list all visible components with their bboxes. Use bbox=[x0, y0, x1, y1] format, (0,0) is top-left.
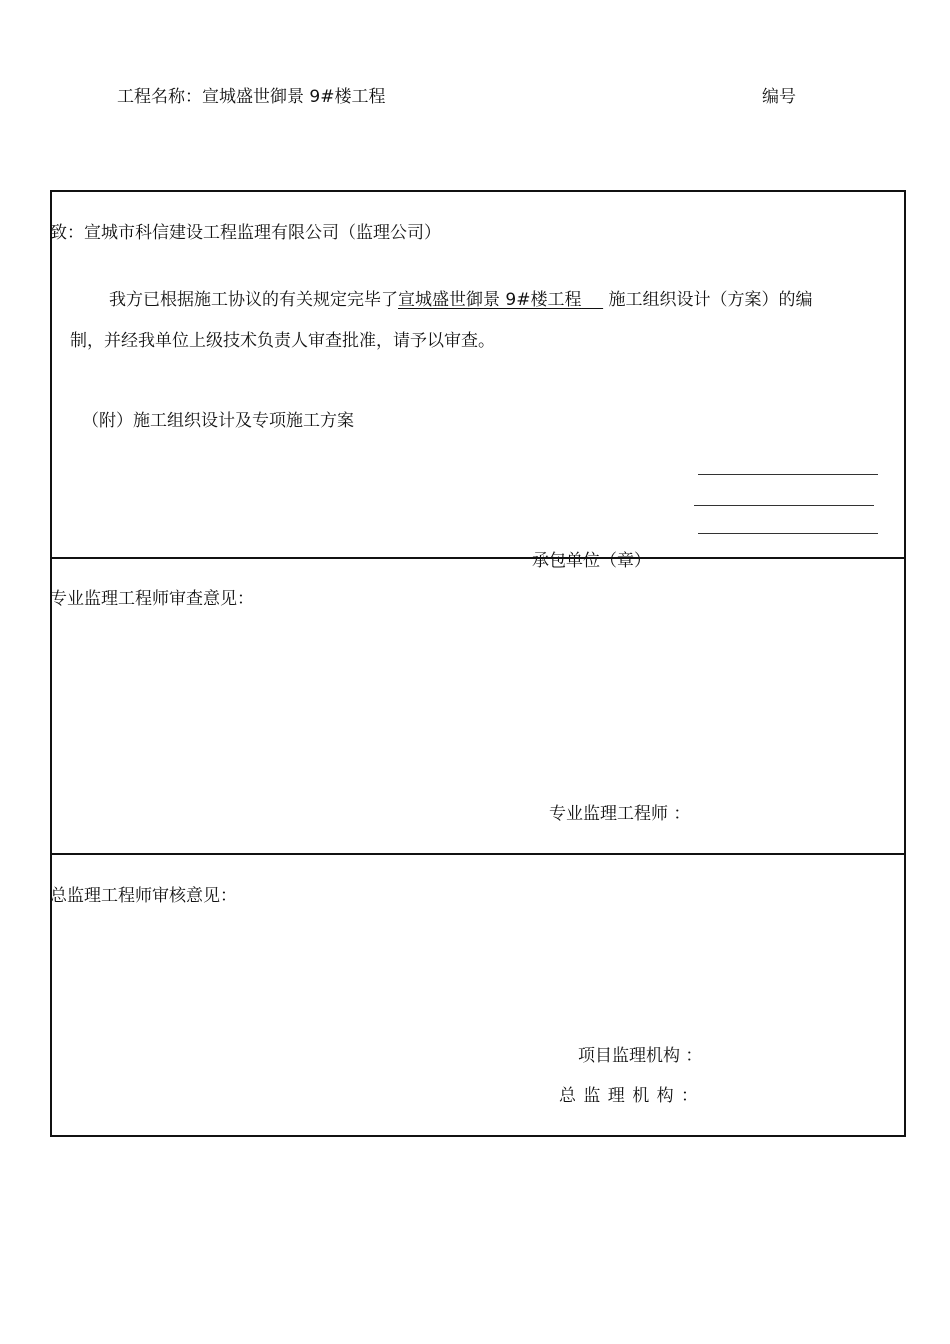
project-name-label: 工程名称：宣城盛世御景 9#楼工程 bbox=[117, 87, 386, 107]
form-table bbox=[50, 190, 906, 1137]
addressee-text: 致：宣城市科信建设工程监理有限公司（监理公司） bbox=[50, 223, 441, 243]
chief-supervision-label: 总 监 理 机 构 ： bbox=[559, 1086, 700, 1106]
project-supervision-org-label: 项目监理机构 ： bbox=[578, 1046, 703, 1066]
body-suffix: 施工组织设计（方案）的编 bbox=[608, 290, 813, 310]
signature-line-2 bbox=[694, 505, 874, 506]
specialist-signature-label: 专业监理工程师 ： bbox=[549, 804, 691, 824]
attachment-text: （附）施工组织设计及专项施工方案 bbox=[82, 411, 354, 431]
section-divider-2 bbox=[52, 853, 904, 855]
chief-review-heading: 总监理工程师审核意见： bbox=[50, 886, 237, 906]
submission-body-line1 bbox=[109, 285, 813, 310]
contractor-seal-label: 承包单位（章） bbox=[532, 551, 651, 571]
document-number-label: 编号 bbox=[762, 87, 796, 107]
signature-line-3 bbox=[698, 533, 878, 534]
body-prefix: 我方已根据施工协议的有关规定完毕了 bbox=[109, 290, 398, 310]
section-divider-1 bbox=[52, 557, 904, 559]
specialist-review-heading: 专业监理工程师审查意见： bbox=[50, 589, 254, 609]
submission-body-line2: 制，并经我单位上级技术负责人审查批准，请予以审查。 bbox=[70, 331, 495, 351]
body-project-name: 宣城盛世御景 9#楼工程 bbox=[398, 290, 582, 310]
signature-line-1 bbox=[698, 474, 878, 475]
